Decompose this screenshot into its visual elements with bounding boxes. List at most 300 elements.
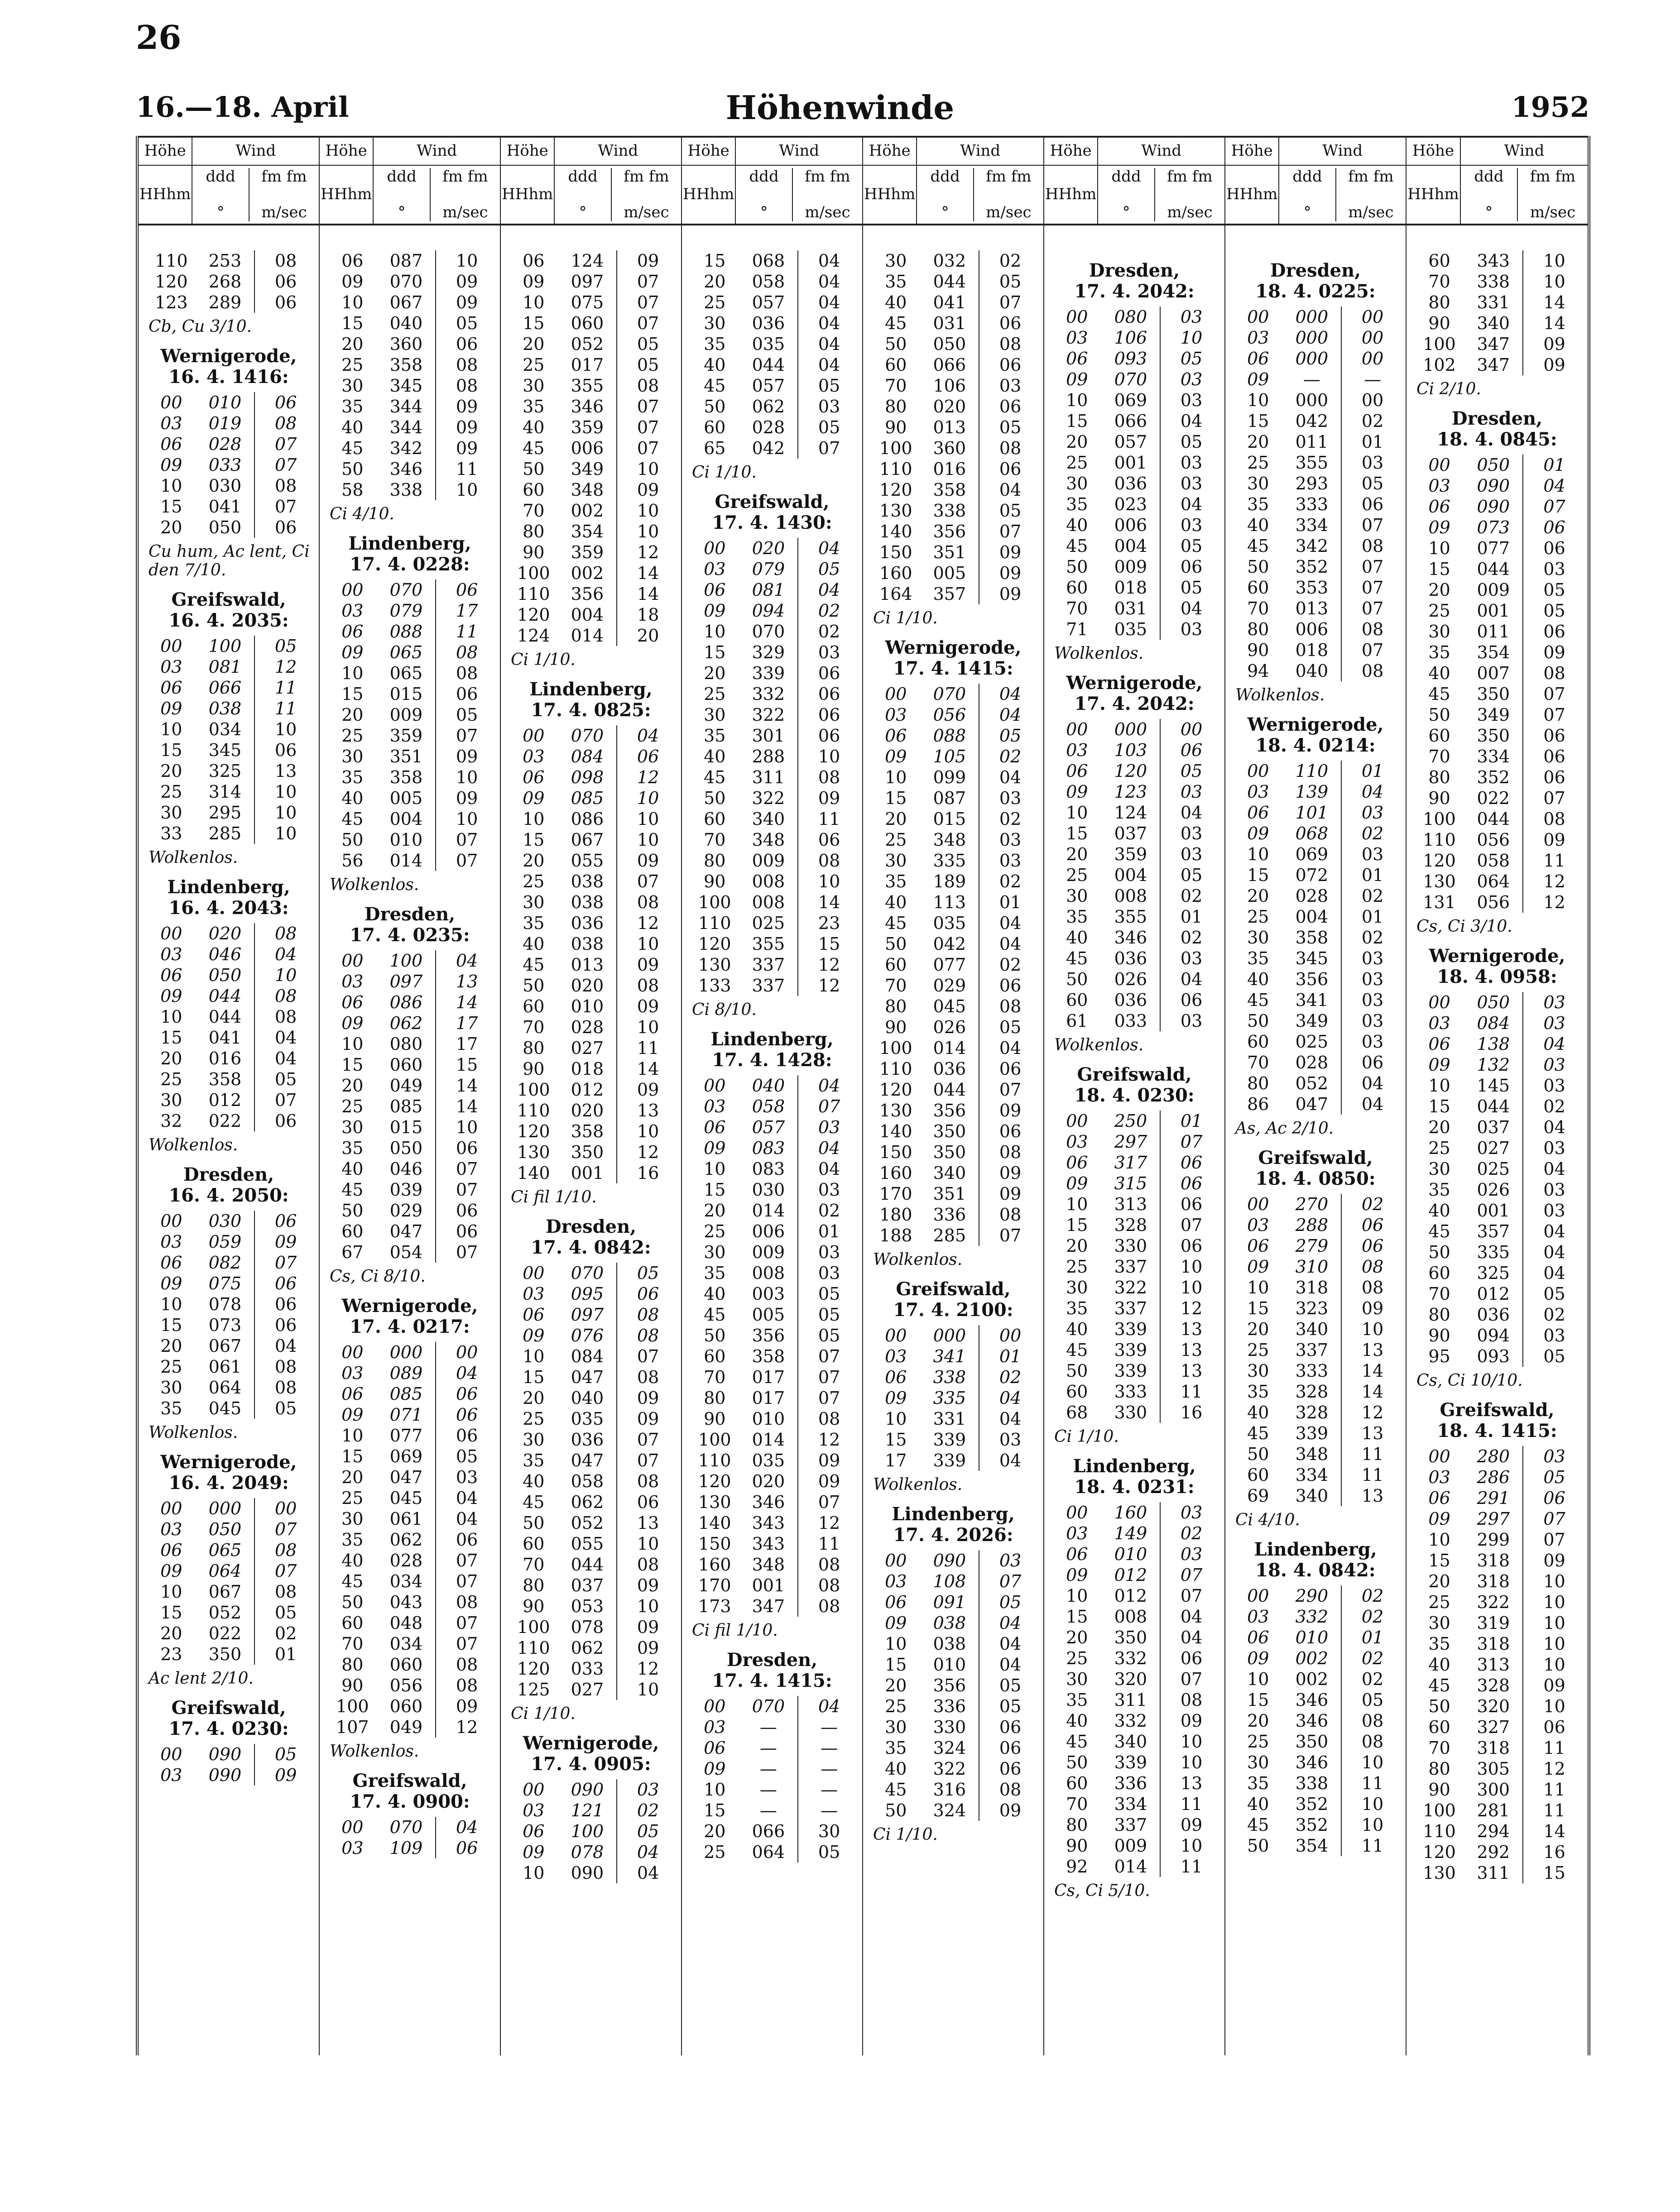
direction-cell: 017 bbox=[571, 355, 604, 375]
data-row bbox=[509, 500, 673, 521]
header-speed bbox=[1155, 168, 1224, 221]
direction-cell: 093 bbox=[1114, 349, 1147, 369]
cell-separator bbox=[1522, 1034, 1523, 1054]
cell-separator bbox=[435, 271, 436, 292]
speed-cell: 04 bbox=[456, 1488, 478, 1508]
speed-cell: 06 bbox=[818, 684, 840, 704]
cell-separator bbox=[616, 1038, 617, 1058]
direction-cell: 300 bbox=[1477, 1780, 1510, 1800]
cell-separator bbox=[1522, 1675, 1523, 1696]
data-row bbox=[328, 579, 492, 600]
height-cell: 45 bbox=[1247, 990, 1269, 1010]
cell-separator bbox=[254, 1273, 255, 1294]
data-row bbox=[871, 1346, 1035, 1367]
cell-separator bbox=[616, 1575, 617, 1596]
speed-cell: 07 bbox=[818, 1096, 840, 1116]
height-cell: 95 bbox=[1428, 1346, 1450, 1366]
direction-cell: 350 bbox=[933, 1142, 966, 1162]
header-hoehe: Höhe bbox=[501, 138, 555, 166]
data-row bbox=[690, 1221, 854, 1242]
direction-cell: 336 bbox=[1114, 1773, 1147, 1793]
speed-cell: 10 bbox=[1361, 1815, 1384, 1835]
cell-separator bbox=[616, 1079, 617, 1100]
speed-cell: 05 bbox=[999, 272, 1022, 292]
direction-cell: 099 bbox=[933, 767, 966, 787]
height-cell: 100 bbox=[517, 563, 550, 583]
data-row bbox=[1415, 1862, 1579, 1883]
speed-cell: 07 bbox=[818, 1346, 840, 1366]
height-cell: 09 bbox=[523, 272, 545, 292]
cell-separator bbox=[616, 892, 617, 913]
data-row bbox=[1052, 1669, 1216, 1690]
height-cell: 100 bbox=[1423, 1800, 1456, 1820]
speed-cell: 09 bbox=[274, 1232, 297, 1252]
speed-cell: 05 bbox=[999, 501, 1022, 521]
cell-separator bbox=[435, 1717, 436, 1738]
data-row bbox=[147, 1273, 311, 1294]
direction-cell: 103 bbox=[1114, 740, 1147, 760]
column-body bbox=[1406, 225, 1588, 1883]
height-cell: 120 bbox=[517, 1121, 550, 1141]
height-cell: 50 bbox=[1066, 1361, 1088, 1381]
data-row bbox=[1415, 663, 1579, 684]
height-cell: 06 bbox=[160, 678, 182, 698]
data-row bbox=[509, 1862, 673, 1883]
direction-cell: 044 bbox=[1477, 1096, 1510, 1116]
header-ddd-label: ddd bbox=[930, 168, 960, 186]
height-cell: 10 bbox=[160, 1007, 182, 1027]
speed-cell: 11 bbox=[637, 1038, 659, 1058]
direction-cell: 031 bbox=[1114, 598, 1147, 618]
station-name: Lindenberg, bbox=[167, 876, 290, 898]
height-cell: 20 bbox=[341, 1467, 364, 1487]
speed-cell: 11 bbox=[456, 459, 478, 479]
data-row bbox=[690, 621, 854, 642]
data-row bbox=[328, 1446, 492, 1467]
direction-cell: 002 bbox=[1295, 1669, 1329, 1689]
cell-separator bbox=[797, 1117, 798, 1138]
height-cell: 03 bbox=[1066, 1132, 1088, 1152]
height-cell: 06 bbox=[160, 965, 182, 985]
speed-cell: 03 bbox=[999, 830, 1022, 850]
cell-separator bbox=[797, 663, 798, 684]
height-cell: 140 bbox=[517, 1163, 550, 1183]
speed-cell: 05 bbox=[1361, 1690, 1384, 1710]
direction-cell: 337 bbox=[1114, 1257, 1147, 1277]
speed-cell: 04 bbox=[818, 1159, 840, 1179]
data-row bbox=[509, 892, 673, 913]
speed-cell: 14 bbox=[456, 992, 478, 1012]
table-column bbox=[501, 136, 682, 2055]
height-cell: 45 bbox=[1066, 536, 1088, 556]
speed-cell: — bbox=[821, 1738, 838, 1758]
height-cell: 15 bbox=[160, 1603, 182, 1623]
speed-cell: 07 bbox=[637, 871, 659, 891]
cell-separator bbox=[1522, 1508, 1523, 1529]
height-cell: 15 bbox=[160, 497, 182, 517]
height-cell: 30 bbox=[704, 313, 726, 333]
height-cell: 20 bbox=[341, 705, 364, 725]
height-cell: 09 bbox=[341, 272, 364, 292]
speed-cell: 02 bbox=[1361, 1669, 1384, 1689]
direction-cell: 040 bbox=[752, 1076, 785, 1096]
direction-cell: 000 bbox=[1114, 719, 1147, 739]
speed-cell: 03 bbox=[818, 642, 840, 662]
cell-separator bbox=[435, 479, 436, 500]
direction-cell: 311 bbox=[752, 767, 785, 787]
height-cell: 03 bbox=[341, 1838, 364, 1858]
height-cell: 06 bbox=[341, 1384, 364, 1404]
speed-cell: 08 bbox=[1361, 1257, 1384, 1277]
sky-note: Cu hum, Ac lent, Ci den 7/10. bbox=[149, 542, 310, 579]
header-wind-sub bbox=[917, 166, 1043, 224]
direction-cell: 050 bbox=[933, 334, 966, 354]
station-date: 17. 4. 0235: bbox=[350, 924, 470, 946]
direction-cell: 332 bbox=[1295, 1607, 1329, 1627]
direction-cell: 097 bbox=[571, 272, 604, 292]
height-cell: 150 bbox=[698, 1534, 731, 1554]
cell-separator bbox=[435, 1179, 436, 1200]
header-hh-hm bbox=[682, 166, 736, 224]
height-cell: 130 bbox=[1423, 871, 1456, 891]
data-row bbox=[690, 250, 854, 271]
data-row bbox=[147, 1069, 311, 1090]
height-cell: 80 bbox=[885, 996, 907, 1016]
cell-separator bbox=[1522, 1550, 1523, 1571]
height-cell: 10 bbox=[1428, 538, 1450, 558]
cell-separator bbox=[797, 1800, 798, 1821]
data-row bbox=[1234, 1298, 1397, 1319]
speed-cell: 08 bbox=[456, 1592, 478, 1612]
data-row bbox=[509, 913, 673, 934]
cell-separator bbox=[254, 1744, 255, 1765]
speed-cell: 14 bbox=[1361, 1361, 1384, 1381]
height-cell: 06 bbox=[160, 1540, 182, 1560]
speed-cell: 08 bbox=[456, 1655, 478, 1675]
cell-separator bbox=[1341, 906, 1342, 927]
speed-cell: 13 bbox=[637, 1101, 659, 1120]
cell-separator bbox=[1160, 1235, 1161, 1256]
direction-cell: 009 bbox=[752, 851, 785, 871]
height-cell: 40 bbox=[1247, 1794, 1269, 1814]
direction-cell: 331 bbox=[1477, 292, 1510, 312]
data-row bbox=[871, 1654, 1035, 1675]
cell-separator bbox=[254, 413, 255, 434]
height-cell: 188 bbox=[879, 1226, 912, 1245]
cell-separator bbox=[1522, 725, 1523, 746]
data-row bbox=[328, 1654, 492, 1675]
cell-separator bbox=[1160, 431, 1161, 452]
speed-cell: 05 bbox=[999, 1017, 1022, 1037]
data-row bbox=[690, 788, 854, 809]
speed-cell: 07 bbox=[1543, 705, 1565, 725]
cell-separator bbox=[797, 1429, 798, 1450]
cell-separator bbox=[616, 1617, 617, 1637]
height-cell: 25 bbox=[1066, 453, 1088, 473]
data-row bbox=[509, 871, 673, 892]
speed-cell: 06 bbox=[999, 1738, 1022, 1758]
cell-separator bbox=[1522, 809, 1523, 829]
data-row bbox=[328, 459, 492, 479]
cell-separator bbox=[254, 1644, 255, 1665]
data-row bbox=[509, 1513, 673, 1533]
header-wind-sub bbox=[192, 166, 319, 224]
data-row bbox=[509, 1121, 673, 1142]
height-cell: 70 bbox=[1247, 598, 1269, 618]
direction-cell: 044 bbox=[1477, 809, 1510, 829]
height-cell: 50 bbox=[1247, 1011, 1269, 1031]
speed-cell: 14 bbox=[1543, 313, 1565, 333]
direction-cell: 028 bbox=[1295, 1053, 1329, 1072]
height-cell: 70 bbox=[704, 1367, 726, 1387]
speed-cell: 04 bbox=[274, 1049, 297, 1068]
speed-cell: 02 bbox=[1361, 886, 1384, 906]
data-row bbox=[328, 250, 492, 271]
data-row bbox=[871, 375, 1035, 396]
cell-separator bbox=[797, 1779, 798, 1800]
cell-separator bbox=[797, 1075, 798, 1096]
data-row bbox=[1052, 802, 1216, 823]
cell-separator bbox=[616, 954, 617, 975]
cell-separator bbox=[435, 829, 436, 850]
data-row bbox=[1415, 1758, 1579, 1779]
data-row bbox=[147, 965, 311, 986]
speed-cell: 00 bbox=[1361, 307, 1384, 327]
data-row bbox=[871, 704, 1035, 725]
header-deg: ° bbox=[216, 203, 225, 221]
cell-separator bbox=[797, 417, 798, 438]
height-cell: 09 bbox=[523, 1842, 545, 1862]
speed-cell: 08 bbox=[637, 1471, 659, 1491]
height-cell: 45 bbox=[885, 1780, 907, 1800]
direction-cell: 084 bbox=[571, 1346, 604, 1366]
height-cell: 00 bbox=[1428, 455, 1450, 475]
data-row bbox=[871, 396, 1035, 417]
header-hoehe: Höhe bbox=[1225, 138, 1279, 166]
speed-cell: 10 bbox=[274, 965, 297, 985]
data-row bbox=[690, 913, 854, 934]
data-row bbox=[1415, 1263, 1579, 1283]
speed-cell: 10 bbox=[1543, 1592, 1565, 1612]
cell-separator bbox=[1341, 327, 1342, 348]
direction-cell: 339 bbox=[1114, 1361, 1147, 1381]
direction-cell: 043 bbox=[389, 1592, 423, 1612]
speed-cell: 04 bbox=[818, 334, 840, 354]
cell-separator bbox=[254, 1048, 255, 1069]
cell-separator bbox=[1522, 455, 1523, 475]
cell-separator bbox=[1341, 1381, 1342, 1402]
direction-cell: 338 bbox=[1477, 272, 1510, 292]
speed-cell: 05 bbox=[274, 1069, 297, 1089]
direction-cell: 004 bbox=[1295, 907, 1329, 927]
height-cell: 110 bbox=[698, 1451, 731, 1470]
height-cell: 09 bbox=[704, 1138, 726, 1158]
height-cell: 40 bbox=[1066, 515, 1088, 535]
speed-cell: 01 bbox=[1361, 761, 1384, 781]
data-row bbox=[328, 992, 492, 1013]
speed-cell: 09 bbox=[1180, 1815, 1203, 1835]
speed-cell: 04 bbox=[456, 1817, 478, 1837]
sky-note: Wolkenlos. bbox=[1054, 644, 1144, 663]
station-name: Dresden, bbox=[364, 904, 456, 925]
data-row bbox=[147, 250, 311, 271]
height-cell: 10 bbox=[523, 809, 545, 829]
height-cell: 60 bbox=[885, 955, 907, 975]
cell-separator bbox=[435, 704, 436, 725]
speed-cell: 11 bbox=[1180, 1382, 1203, 1402]
height-cell: 10 bbox=[160, 719, 182, 739]
direction-cell: 042 bbox=[1295, 411, 1329, 431]
speed-cell: 05 bbox=[1543, 580, 1565, 600]
header-wind: Wind bbox=[1098, 138, 1224, 166]
height-cell: 03 bbox=[1066, 328, 1088, 348]
height-cell: 45 bbox=[1247, 1423, 1269, 1443]
sky-note: Wolkenlos. bbox=[873, 1475, 963, 1494]
direction-cell: 286 bbox=[1477, 1467, 1510, 1487]
speed-cell: 10 bbox=[1543, 272, 1565, 292]
speed-cell: 09 bbox=[456, 788, 478, 808]
station-heading bbox=[871, 1504, 1035, 1546]
direction-cell: 084 bbox=[1477, 1013, 1510, 1033]
direction-cell: 044 bbox=[1477, 559, 1510, 579]
table-column bbox=[1225, 136, 1406, 2055]
header-ddd-label: ddd bbox=[206, 168, 235, 186]
data-row bbox=[690, 1554, 854, 1575]
direction-cell: 339 bbox=[933, 1430, 966, 1450]
speed-cell: 02 bbox=[818, 622, 840, 642]
cell-separator bbox=[1522, 767, 1523, 788]
cell-separator bbox=[1522, 1717, 1523, 1738]
cell-separator bbox=[1160, 1131, 1161, 1152]
height-cell: 80 bbox=[1428, 767, 1450, 787]
sky-note: Wolkenlos. bbox=[149, 1136, 238, 1154]
direction-cell: 124 bbox=[571, 251, 604, 271]
height-cell: 60 bbox=[341, 1613, 364, 1633]
cell-separator bbox=[616, 1142, 617, 1163]
data-row bbox=[509, 1779, 673, 1800]
data-row bbox=[871, 417, 1035, 438]
header-speed bbox=[1336, 168, 1406, 221]
table-column bbox=[682, 136, 863, 2055]
speed-cell: 08 bbox=[274, 1007, 297, 1027]
column-body bbox=[139, 225, 319, 1786]
data-row bbox=[1234, 1752, 1397, 1773]
speed-cell: 06 bbox=[637, 1492, 659, 1512]
station-date: 17. 4. 0905: bbox=[531, 1753, 651, 1775]
speed-cell: 06 bbox=[999, 976, 1022, 996]
direction-cell: 100 bbox=[208, 636, 242, 656]
speed-cell: 04 bbox=[999, 934, 1022, 954]
data-row bbox=[871, 271, 1035, 292]
data-row bbox=[147, 434, 311, 455]
speed-cell: 09 bbox=[818, 1451, 840, 1470]
data-row bbox=[328, 1054, 492, 1075]
speed-cell: 06 bbox=[456, 1838, 478, 1858]
data-row bbox=[147, 292, 311, 313]
height-cell: 40 bbox=[885, 1759, 907, 1779]
data-row bbox=[871, 1633, 1035, 1654]
data-row bbox=[1234, 969, 1397, 990]
height-cell: 10 bbox=[1247, 844, 1269, 864]
height-cell: 20 bbox=[1247, 1711, 1269, 1731]
direction-cell: 067 bbox=[208, 1582, 242, 1602]
direction-cell: 004 bbox=[1114, 865, 1147, 885]
data-row bbox=[1415, 684, 1579, 704]
direction-cell: 027 bbox=[571, 1680, 604, 1700]
speed-cell: 09 bbox=[1543, 830, 1565, 850]
height-cell: 70 bbox=[1428, 747, 1450, 766]
speed-cell: 03 bbox=[1180, 948, 1203, 968]
cell-separator bbox=[616, 996, 617, 1017]
data-row bbox=[1234, 1010, 1397, 1031]
direction-cell: 067 bbox=[571, 830, 604, 850]
data-row bbox=[1415, 559, 1579, 579]
cell-separator bbox=[1522, 1446, 1523, 1467]
header-hh: HH bbox=[1226, 185, 1253, 204]
header-deg: ° bbox=[760, 203, 768, 221]
cell-separator bbox=[435, 1467, 436, 1488]
height-cell: 20 bbox=[1066, 844, 1088, 864]
data-row bbox=[328, 1363, 492, 1384]
data-row bbox=[328, 809, 492, 829]
height-cell: 110 bbox=[517, 1101, 550, 1120]
height-cell: 35 bbox=[1247, 1773, 1269, 1793]
height-cell: 70 bbox=[523, 501, 545, 521]
speed-cell: 07 bbox=[274, 434, 297, 454]
cell-separator bbox=[616, 829, 617, 850]
data-row bbox=[147, 1623, 311, 1644]
height-cell: 30 bbox=[885, 1717, 907, 1737]
cell-separator bbox=[1341, 1073, 1342, 1094]
station-date: 16. 4. 2049: bbox=[168, 1472, 289, 1494]
speed-cell: 05 bbox=[1543, 601, 1565, 621]
station-name: Greifswald, bbox=[171, 589, 286, 610]
direction-cell: 100 bbox=[389, 951, 423, 971]
direction-cell: 057 bbox=[752, 1117, 785, 1137]
height-cell: 110 bbox=[517, 1638, 550, 1658]
header-deg: ° bbox=[941, 203, 949, 221]
cell-separator bbox=[1341, 494, 1342, 515]
height-cell: 80 bbox=[1247, 619, 1269, 639]
speed-cell: 04 bbox=[999, 767, 1022, 787]
direction-cell: 040 bbox=[389, 313, 423, 333]
sky-note: Cs, Ci 10/10. bbox=[1416, 1371, 1523, 1390]
data-row bbox=[1052, 1606, 1216, 1627]
height-cell: 20 bbox=[704, 1201, 726, 1221]
height-cell: 25 bbox=[1247, 907, 1269, 927]
height-cell: 03 bbox=[1247, 328, 1269, 348]
data-row bbox=[328, 1529, 492, 1550]
data-row bbox=[1415, 1696, 1579, 1717]
direction-cell: 340 bbox=[1295, 1486, 1329, 1506]
data-row bbox=[1052, 1319, 1216, 1340]
data-row bbox=[1052, 1585, 1216, 1606]
station-heading bbox=[147, 1452, 311, 1494]
speed-cell: 03 bbox=[1361, 453, 1384, 473]
direction-cell: 050 bbox=[1477, 992, 1510, 1012]
height-cell: 00 bbox=[160, 1744, 182, 1764]
speed-cell: 06 bbox=[274, 1211, 297, 1231]
data-row bbox=[147, 1211, 311, 1231]
direction-cell: 037 bbox=[571, 1575, 604, 1595]
speed-cell: 10 bbox=[456, 1117, 478, 1137]
height-cell: 15 bbox=[885, 1430, 907, 1450]
speed-cell: 03 bbox=[1361, 803, 1384, 823]
header-hm: hm bbox=[891, 185, 916, 204]
speed-cell: 06 bbox=[1180, 1153, 1203, 1173]
station-date: 17. 4. 1415: bbox=[893, 658, 1013, 679]
height-cell: 35 bbox=[341, 767, 364, 787]
